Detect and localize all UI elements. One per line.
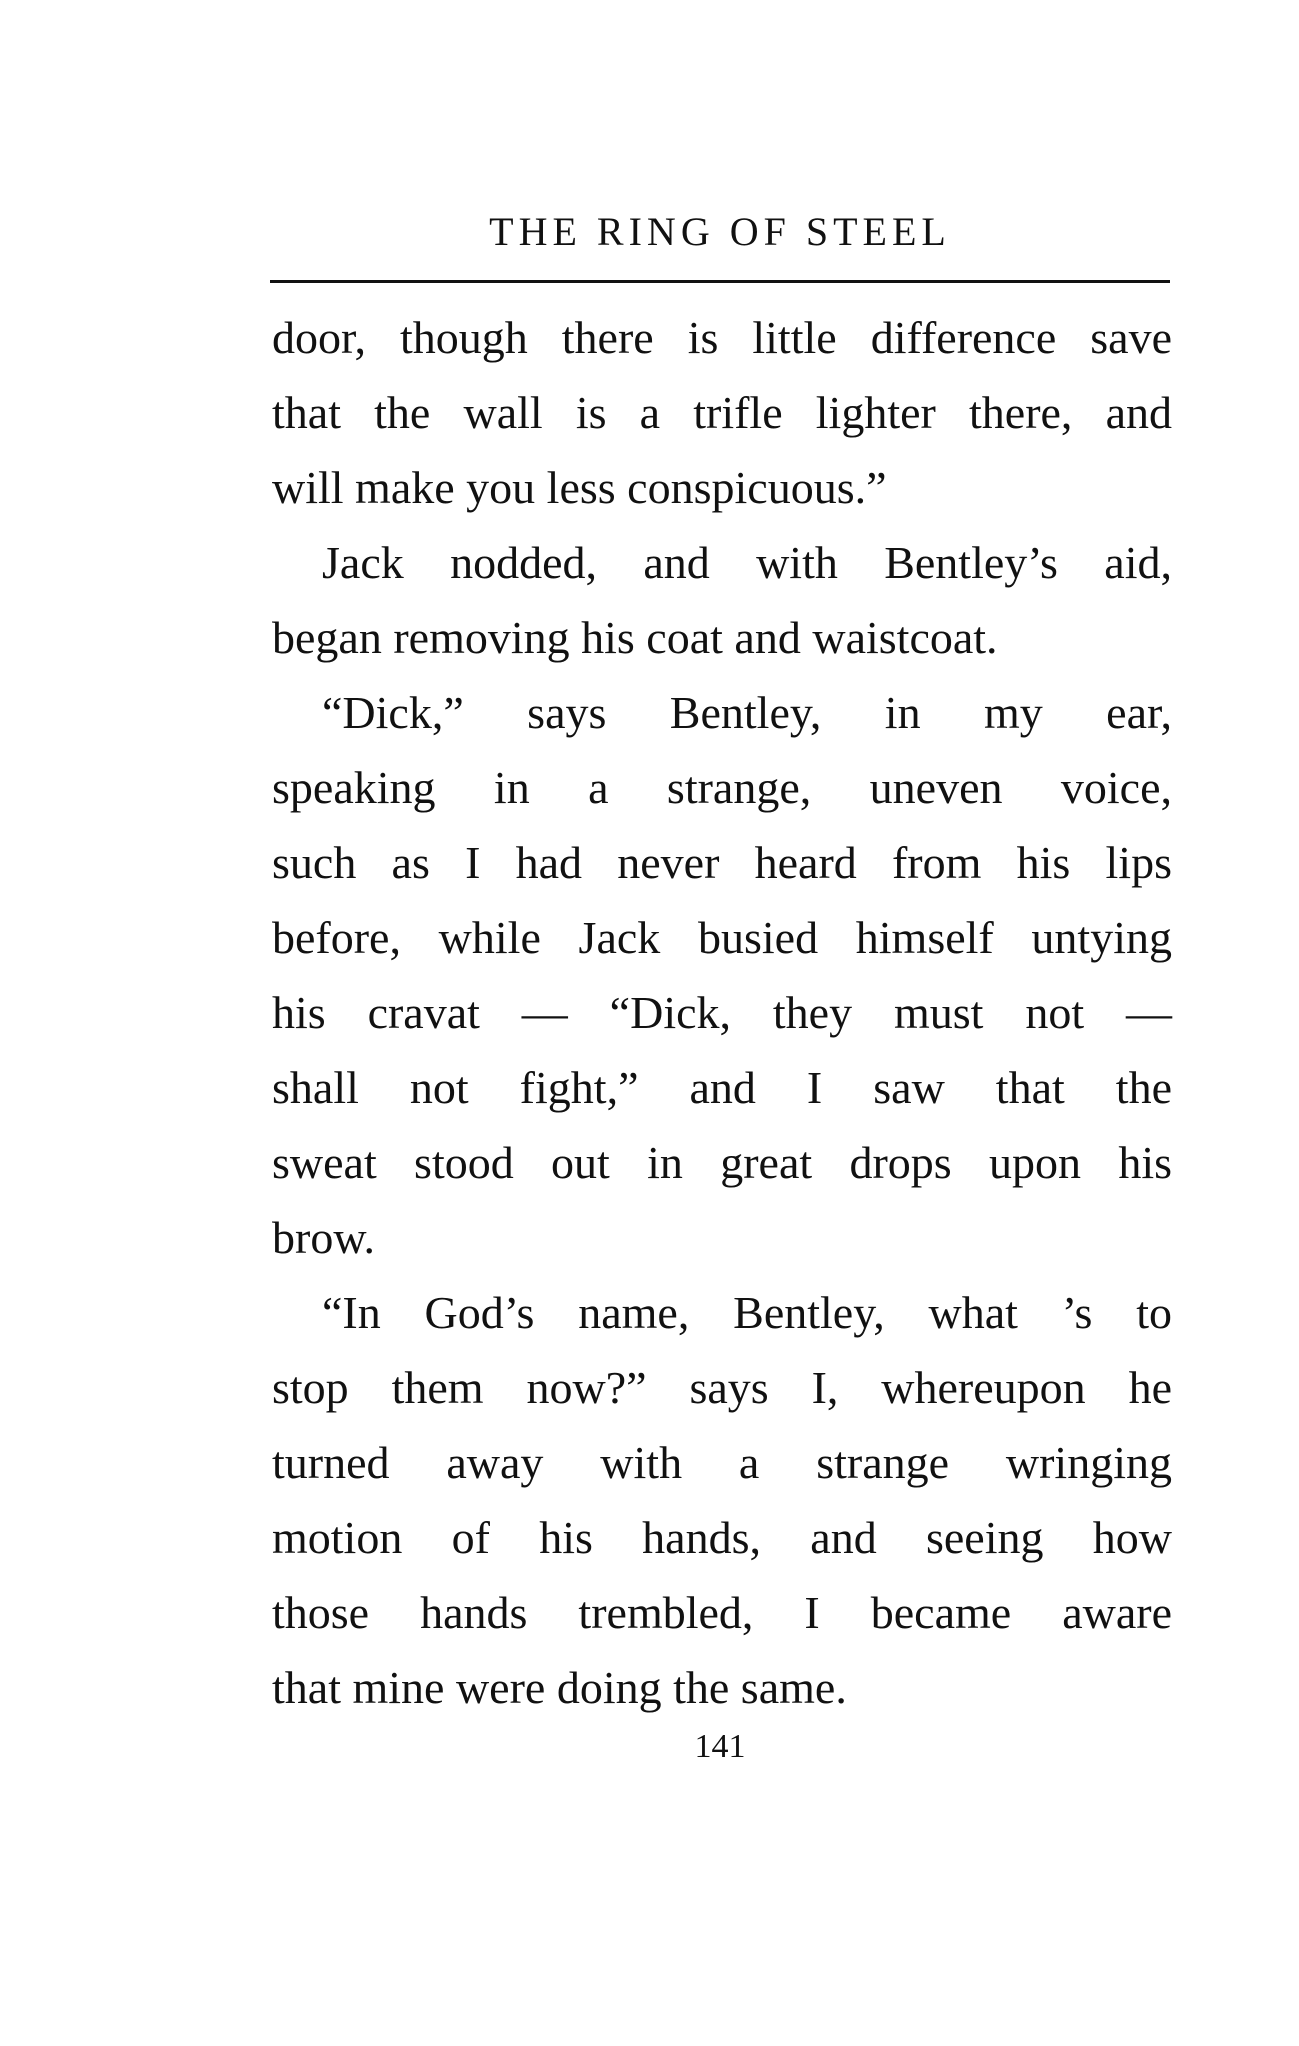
- text-line: “In God’s name, Bentley, what ’s to: [322, 1287, 1172, 1338]
- text-line: door, though there is little difference save: [272, 312, 1172, 363]
- text-line: “Dick,” says Bentley, in my ear,: [322, 687, 1172, 738]
- paragraph: [272, 675, 1172, 1275]
- text-line: those hands trembled, I became aware: [272, 1587, 1172, 1638]
- text-line: his cravat — “Dick, they must not —: [272, 987, 1172, 1038]
- text-line: brow.: [272, 1212, 376, 1263]
- text-line: before, while Jack busied himself untying: [272, 912, 1172, 963]
- text-line: that mine were doing the same.: [272, 1662, 847, 1713]
- body-text: [272, 300, 1172, 1725]
- text-line: began removing his coat and waistcoat.: [272, 612, 998, 663]
- page-number: 141: [694, 1728, 746, 1765]
- text-line: motion of his hands, and seeing how: [272, 1512, 1172, 1563]
- text-line: stop them now?” says I, whereupon he: [272, 1362, 1172, 1413]
- paragraph: [272, 1275, 1172, 1725]
- header-rule: [270, 280, 1170, 283]
- text-line: sweat stood out in great drops upon his: [272, 1137, 1172, 1188]
- text-line: Jack nodded, and with Bentley’s aid,: [322, 537, 1172, 588]
- running-head: THE RING OF STEEL: [489, 209, 951, 254]
- paragraph: [272, 525, 1172, 675]
- text-line: shall not fight,” and I saw that the: [272, 1062, 1172, 1113]
- paragraph: [272, 300, 1172, 525]
- text-line: will make you less conspicuous.”: [272, 462, 887, 513]
- text-line: that the wall is a trifle lighter there, and: [272, 387, 1172, 438]
- text-line: speaking in a strange, uneven voice,: [272, 762, 1172, 813]
- text-line: turned away with a strange wringing: [272, 1437, 1172, 1488]
- text-line: such as I had never heard from his lips: [272, 837, 1172, 888]
